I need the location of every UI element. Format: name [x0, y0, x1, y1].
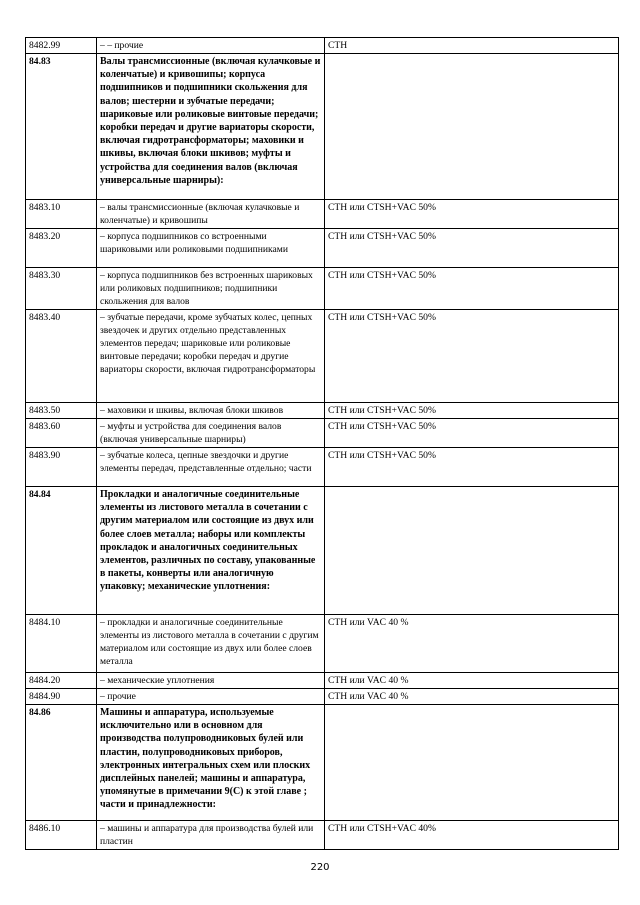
- origin-rule-cell: СТН или CTSH+VAC 50%: [325, 310, 619, 403]
- hs-code-cell: 8484.90: [26, 689, 97, 705]
- description-cell: – механические уплотнения: [97, 673, 325, 689]
- hs-code-cell: 8483.40: [26, 310, 97, 403]
- origin-rule-cell: СТН или CTSH+VAC 50%: [325, 268, 619, 310]
- page-number: 220: [310, 862, 330, 873]
- table-body: [26, 38, 619, 850]
- origin-rule-cell: СТН или CTSH+VAC 50%: [325, 419, 619, 448]
- description-cell: Машины и аппаратура, используемые исключительно или в основном для производства полупроводниковых булей или пластин, полупроводниковых приборов, электронных интегральных схем или плоских дисплейных панелей; машины и аппаратура, упомянутые в примечании 9(С) к этой главе ; части и принадлежности:: [97, 705, 325, 821]
- table-row: [26, 268, 619, 310]
- hs-code-cell: 84.83: [26, 54, 97, 200]
- table-row: [26, 403, 619, 419]
- description-cell: – валы трансмиссионные (включая кулачковые и коленчатые) и кривошипы: [97, 200, 325, 229]
- origin-rule-cell: СТН или CTSH+VAC 50%: [325, 403, 619, 419]
- table-row: [26, 448, 619, 487]
- hs-code-cell: 8483.50: [26, 403, 97, 419]
- tariff-rules-table: [25, 37, 619, 850]
- origin-rule-cell: [325, 487, 619, 615]
- hs-code-cell: 8483.20: [26, 229, 97, 268]
- description-cell: – зубчатые передачи, кроме зубчатых колес, цепных звездочек и других отдельно представленных элементов передач; шариковые или роликовые винтовые передачи; коробки передач и другие вариаторы скорости, включая гидротрансформаторы: [97, 310, 325, 403]
- table-row: [26, 821, 619, 850]
- table-heading-row: [26, 487, 619, 615]
- description-cell: Прокладки и аналогичные соединительные элементы из листового металла в сочетании с другим материалом или состоящие из двух или более слоев металла; наборы или комплекты прокладок и аналогичных соединительных элементов, различных по составу, упакованные в пакеты, конверты или аналогичную упаковку; механические уплотнения:: [97, 487, 325, 615]
- hs-code-cell: 8483.90: [26, 448, 97, 487]
- description-cell: Валы трансмиссионные (включая кулачковые и коленчатые) и кривошипы; корпуса подшипников и подшипники скольжения для валов; шестерни и зубчатые передачи; шариковые или роликовые винтовые передачи; коробки передач и другие вариаторы скорости, включая гидротрансформаторы; маховики и шкивы, включая блоки шкивов; муфты и устройства для соединения валов (включая универсальные шарниры):: [97, 54, 325, 200]
- hs-code-cell: 8483.30: [26, 268, 97, 310]
- hs-code-cell: 8484.10: [26, 615, 97, 673]
- table-row: [26, 673, 619, 689]
- description-cell: – машины и аппаратура для производства булей или пластин: [97, 821, 325, 850]
- table-heading-row: [26, 705, 619, 821]
- table-row: [26, 229, 619, 268]
- hs-code-cell: 8483.10: [26, 200, 97, 229]
- hs-code-cell: 8483.60: [26, 419, 97, 448]
- description-cell: – – прочие: [97, 38, 325, 54]
- origin-rule-cell: [325, 705, 619, 821]
- origin-rule-cell: СТН или CTSH+VAC 50%: [325, 229, 619, 268]
- origin-rule-cell: СТН или CTSH+VAC 50%: [325, 200, 619, 229]
- description-cell: – корпуса подшипников со встроенными шариковыми или роликовыми подшипниками: [97, 229, 325, 268]
- origin-rule-cell: СТН или CTSH+VAC 40%: [325, 821, 619, 850]
- table-row: [26, 200, 619, 229]
- table-row: [26, 310, 619, 403]
- table-heading-row: [26, 54, 619, 200]
- description-cell: – прочие: [97, 689, 325, 705]
- origin-rule-cell: СТН или CTSH+VAC 50%: [325, 448, 619, 487]
- origin-rule-cell: СТН или VAC 40 %: [325, 615, 619, 673]
- description-cell: – муфты и устройства для соединения валов (включая универсальные шарниры): [97, 419, 325, 448]
- table-row: [26, 615, 619, 673]
- description-cell: – корпуса подшипников без встроенных шариковых или роликовых подшипников; подшипники скольжения для валов: [97, 268, 325, 310]
- table-row: [26, 689, 619, 705]
- hs-code-cell: 8486.10: [26, 821, 97, 850]
- table-row: [26, 38, 619, 54]
- origin-rule-cell: СТН или VAC 40 %: [325, 689, 619, 705]
- description-cell: – маховики и шкивы, включая блоки шкивов: [97, 403, 325, 419]
- hs-code-cell: 8482.99: [26, 38, 97, 54]
- description-cell: – прокладки и аналогичные соединительные элементы из листового металла в сочетании с другим материалом или состоящие из двух или более слоев металла: [97, 615, 325, 673]
- origin-rule-cell: [325, 54, 619, 200]
- origin-rule-cell: СТН или VAC 40 %: [325, 673, 619, 689]
- hs-code-cell: 8484.20: [26, 673, 97, 689]
- hs-code-cell: 84.86: [26, 705, 97, 821]
- origin-rule-cell: СТН: [325, 38, 619, 54]
- table-row: [26, 419, 619, 448]
- hs-code-cell: 84.84: [26, 487, 97, 615]
- description-cell: – зубчатые колеса, цепные звездочки и другие элементы передач, представленные отдельно; части: [97, 448, 325, 487]
